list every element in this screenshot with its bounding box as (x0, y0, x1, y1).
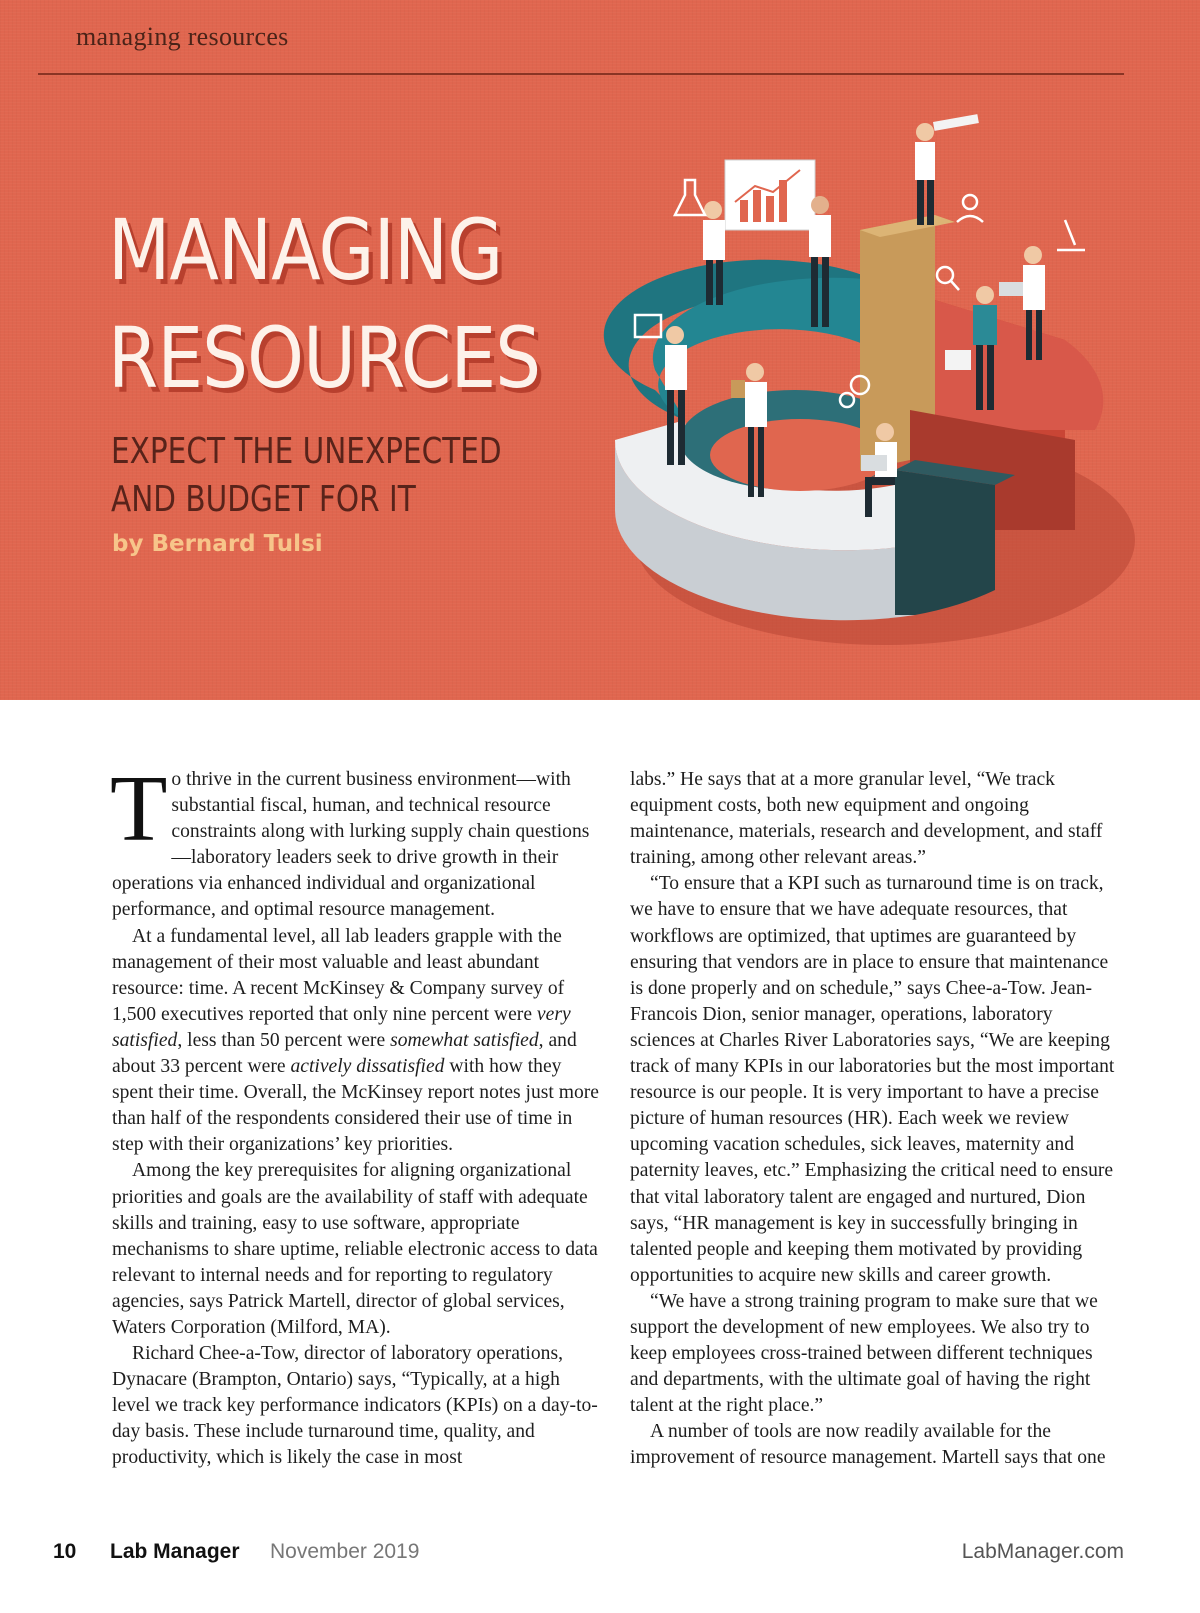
article-column-left (110, 757, 600, 1472)
paragraph-text: with how they spent their time. Overall, the McKinsey report notes just more than half of the respondents considered their use of time in step with their organizations’ key priorities. (112, 1056, 600, 1156)
paragraph: labs.” He says that at a more granular level, “We track equipment costs, both new equipment and ongoing maintenance, materials, research and development, and staff training, among other relevant areas.” (630, 769, 1103, 869)
emphasis-text: actively dissatisfied (290, 1056, 445, 1078)
drop-cap: T (110, 757, 168, 861)
paragraph-text: At a fundamental level, all lab leaders grapple with the management of their most valuable and least abundant resource: time. A recent McKinsey & Company survey of 1,500 executives reported that only nine percent were (112, 925, 565, 1025)
article-subtitle (111, 428, 505, 524)
title-line-2: RESOURCES (108, 309, 541, 407)
hero-banner (0, 0, 1200, 700)
article-title (108, 196, 541, 412)
magazine-name: Lab Manager (110, 1540, 240, 1563)
scientists-on-pie-chart-illustration (595, 110, 1135, 670)
paragraph: “To ensure that a KPI such as turnaround time is on track, we have to ensure that we have adequate resources, that workflows are optimized, that uptimes are guaranteed by ensuring that vendors are in place to ensure that maintenance is done properly and on schedule,” says Chee-a-Tow. Jean-Francois Dion, senior manager, operations, laboratory sciences at Charles River Laboratories says, “We are keeping track of many KPIs in our laboratories but the most important resource is our people. It is very important to have a precise picture of human resources (HR). Each week we review upcoming vacation schedules, sick leaves, maternity and paternity leaves, etc.” Emphasizing the critical need to ensure that vital laboratory talent are engaged and nurtured, Dion says, “HR management is key in successfully bringing in talented people and keeping them motivated by providing opportunities to acquire new skills and career growth. (630, 873, 1115, 1286)
subtitle-line-2: AND BUDGET FOR IT (111, 479, 416, 520)
paragraph-text: , less than 50 percent were (177, 1029, 391, 1051)
website-link[interactable]: LabManager.com (961, 1540, 1124, 1563)
article-column-right (630, 767, 1122, 1472)
author-byline: by Bernard Tulsi (112, 531, 323, 557)
emphasis-text: very satisfied (112, 1003, 571, 1051)
paragraph (112, 924, 600, 1159)
paragraph: Among the key prerequisites for aligning organizational priorities and goals are the availability of staff with adequate skills and training, easy to use software, appropriate mechanisms to share uptime, reliable electronic access to data relevant to internal needs and for reporting to regulatory agencies, says Patrick Martell, director of global services, Waters Corporation (Milford, MA). (112, 1160, 598, 1338)
section-label: managing resources (76, 22, 289, 51)
title-line-1: MANAGING (108, 201, 503, 299)
issue-date: November 2019 (270, 1540, 420, 1563)
paragraph (110, 757, 600, 924)
paragraph: Richard Chee-a-Tow, director of laboratory operations, Dynacare (Brampton, Ontario) says, “Typically, at a high level we track key performance indicators (KPIs) on a day-to-day basis. These include turnaround time, quality, and productivity, which is likely the case in most (112, 1343, 598, 1469)
paragraph: “We have a strong training program to make sure that we support the development of new employees. We also try to keep employees cross-trained between different techniques and departments, with the ultimate goal of having the right talent at the right place.” (630, 1290, 1098, 1417)
subtitle-line-1: EXPECT THE UNEXPECTED (111, 431, 502, 472)
paragraph: A number of tools are now readily available for the improvement of resource management. Martell says that one (630, 1421, 1106, 1469)
emphasis-text: somewhat satisfied (390, 1029, 539, 1051)
page-number: 10 (53, 1540, 77, 1563)
page-footer (0, 1540, 1200, 1580)
paragraph-text: o thrive in the current business environment—with substantial fiscal, human, and technical resource constraints along with lurking supply chain questions—laboratory leaders seek to drive growth in their operations via enhanced individual and organizational performance, and optimal resource management. (112, 769, 590, 921)
paragraph-text: , and about 33 percent were (112, 1029, 577, 1078)
section-divider (38, 73, 1124, 75)
